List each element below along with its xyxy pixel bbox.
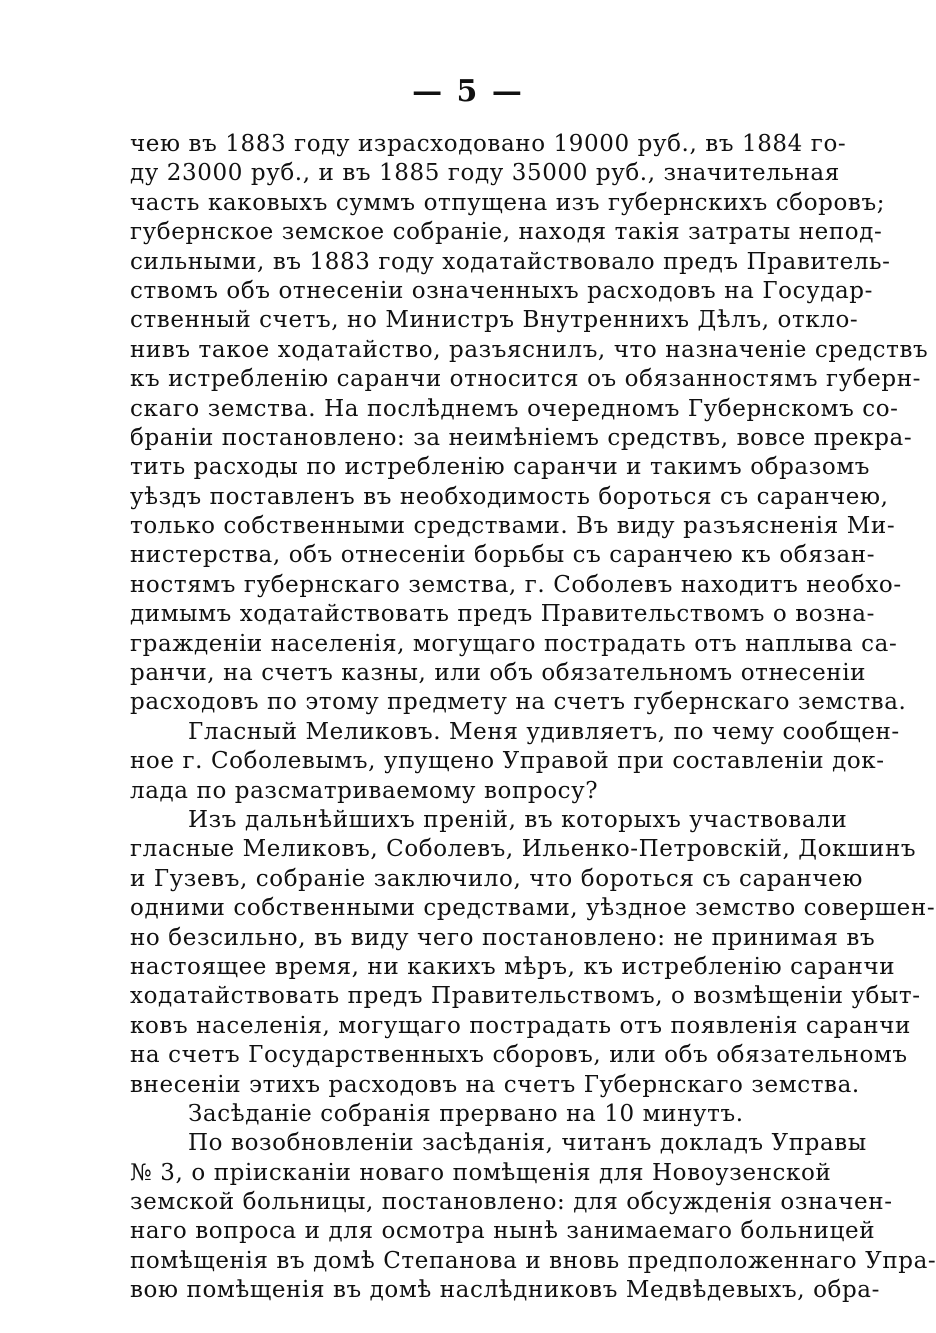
text-line: По возобновленіи засѣданія, читанъ докладъ Управы [188,1130,867,1157]
text-line: но безсильно, въ виду чего постановлено: не принимая въ [130,924,876,951]
page-body [130,130,936,1306]
text-line: Засѣданіе собранія прервано на 10 минутъ. [188,1100,744,1127]
text-line: ное г. Соболевымъ, упущено Управой при составленіи док- [130,748,885,775]
text-line: тить расходы по истребленію саранчи и такимъ образомъ [130,454,871,481]
paragraph [130,806,936,1100]
text-line: наго вопроса и для осмотра нынѣ занимаемаго больницей [130,1218,876,1245]
paragraph [130,1100,810,1129]
text-line: нивъ такое ходатайство, разъяснилъ, что назначеніе средствъ [130,336,929,363]
text-line: ствомъ объ отнесеніи означенныхъ расходовъ на Государ- [130,277,873,304]
text-line: Изъ дальнѣйшихъ преній, въ которыхъ участвовали [188,806,848,833]
text-line: сильными, въ 1883 году ходатайствовало предъ Правитель- [130,248,891,275]
page-number: — 5 — [412,74,524,109]
text-line: земской больницы, постановлено: для обсужденія означен- [130,1189,893,1216]
text-line: внесеніи этихъ расходовъ на счетъ Губернскаго земства. [130,1071,860,1098]
paragraph [130,130,929,718]
text-line: ковъ населенія, могущаго пострадать отъ появленія саранчи [130,1012,911,1039]
text-line: къ истребленію саранчи относится оъ обязанностямъ губерн- [130,366,922,393]
text-line: Гласный Меликовъ. Меня удивляетъ, по чему сообщен- [188,718,900,745]
text-line: нистерства, объ отнесеніи борьбы съ саранчею къ обязан- [130,542,876,569]
text-line: только собственными средствами. Въ виду разъясненія Ми- [130,513,896,540]
text-line: губернское земское собраніе, находя такія затраты непод- [130,219,883,246]
text-line: скаго земства. На послѣднемъ очередномъ Губернскомъ со- [130,395,899,422]
text-line: расходовъ по этому предмету на счетъ губернскаго земства. [130,689,907,716]
text-line: № 3, о пріисканіи новаго помѣщенія для Новоузенской [130,1159,832,1186]
text-line: и Гузевъ, собраніе заключило, что бороться съ саранчею [130,865,863,892]
text-line: димымъ ходатайствовать предъ Правительствомъ о возна- [130,601,875,628]
text-line: чею въ 1883 году израсходовано 19000 руб., въ 1884 го- [130,131,847,157]
text-line: часть каковыхъ суммъ отпущена изъ губернскихъ сборовъ; [130,189,886,216]
text-line: ностямъ губернскаго земства, г. Соболевъ находитъ необхо- [130,571,902,598]
text-line: гласные Меликовъ, Соболевъ, Ильенко-Петровскій, Докшинъ [130,836,917,863]
text-line: лада по разсматриваемому вопросу? [130,777,599,804]
text-line: ственный счетъ, но Министръ Внутреннихъ Дѣлъ, откло- [130,307,859,334]
text-line: на счетъ Государственныхъ сборовъ, или объ обязательномъ [130,1042,908,1069]
text-line: ходатайствовать предъ Правительствомъ, о возмѣщеніи убыт- [130,983,921,1010]
paragraph [130,1129,936,1305]
text-line: ду 23000 руб., и въ 1885 году 35000 руб., значительная [130,160,840,187]
paragraph [130,718,900,806]
text-line: помѣщенія въ домѣ Степанова и вновь предположеннаго Упра- [130,1247,936,1274]
text-line: уѣздъ поставленъ въ необходимость бороться съ саранчею, [130,483,889,510]
text-line: настоящее время, ни какихъ мѣръ, къ истребленію саранчи [130,953,896,980]
text-line: браніи постановлено: за неимѣніемъ средствъ, вовсе прекра- [130,424,913,451]
text-line: гражденіи населенія, могущаго пострадать отъ наплыва са- [130,630,898,657]
text-line: одними собственными средствами, уѣздное земство совершен- [130,895,936,922]
text-line: ранчи, на счетъ казны, или объ обязательномъ отнесеніи [130,660,867,687]
text-line: вою помѣщенія въ домѣ наслѣдниковъ Медвѣдевыхъ, обра- [130,1277,880,1304]
